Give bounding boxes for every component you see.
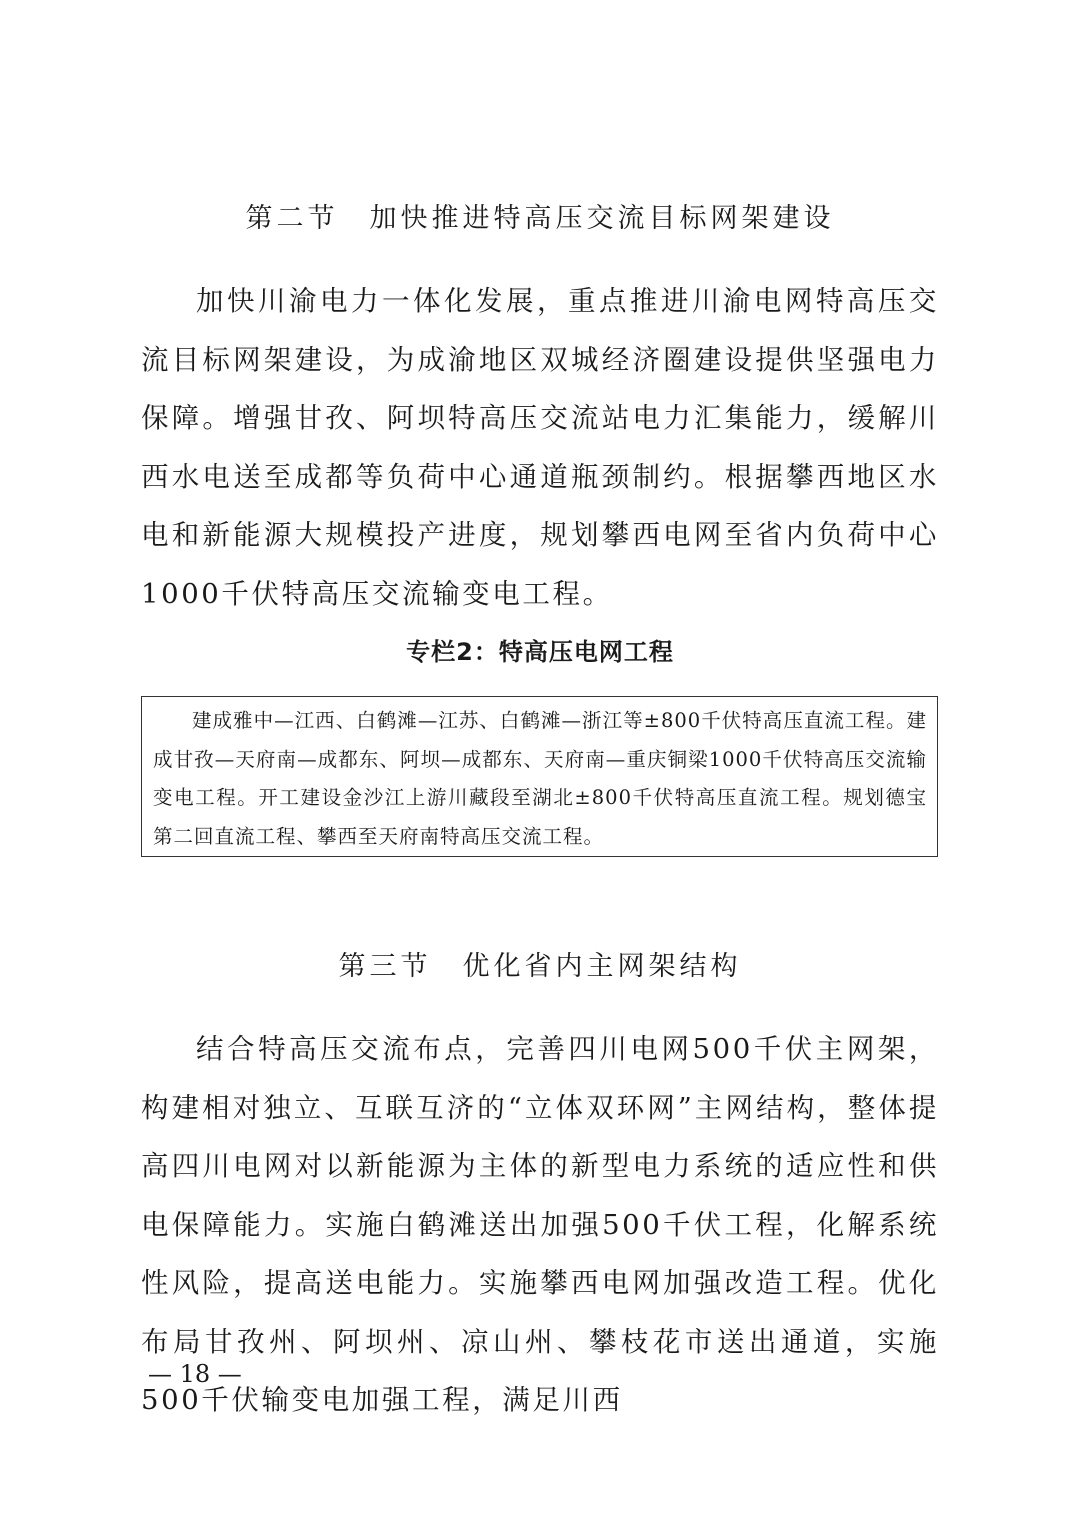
- column-box: [141, 696, 938, 857]
- page-number: — 18 —: [148, 1360, 242, 1388]
- section-2-heading: 第二节 加快推进特高压交流目标网架建设: [245, 203, 835, 234]
- section-3-heading: 第三节 优化省内主网架结构: [338, 951, 742, 982]
- column-title: 专栏2：特高压电网工程: [406, 638, 674, 666]
- column-text: 建成雅中—江西、白鹤滩—江苏、白鹤滩—浙江等±800千伏特高压直流工程。建成甘孜—天府南—成都东、阿坝—成都东、天府南—重庆铜梁1000千伏特高压交流输变电工程。开工建设金沙江上游川藏段至湖北±800千伏特高压直流工程。规划德宝第二回直流工程、攀西至天府南特高压交流工程。: [153, 709, 927, 848]
- section-2-paragraph: 加快川渝电力一体化发展，重点推进川渝电网特高压交流目标网架建设，为成渝地区双城经济圈建设提供坚强电力保障。增强甘孜、阿坝特高压交流站电力汇集能力，缓解川西水电送至成都等负荷中心通道瓶颈制约。根据攀西地区水电和新能源大规模投产进度，规划攀西电网至省内负荷中心1000千伏特高压交流输变电工程。: [141, 285, 939, 610]
- section-3-paragraph: 结合特高压交流布点，完善四川电网500千伏主网架，构建相对独立、互联互济的“立体双环网”主网结构，整体提高四川电网对以新能源为主体的新型电力系统的适应性和供电保障能力。实施白鹤滩送出加强500千伏工程，化解系统性风险，提高送电能力。实施攀西电网加强改造工程。优化布局甘孜州、阿坝州、凉山州、攀枝花市送出通道，实施500千伏输变电加强工程，满足川西: [141, 1033, 939, 1416]
